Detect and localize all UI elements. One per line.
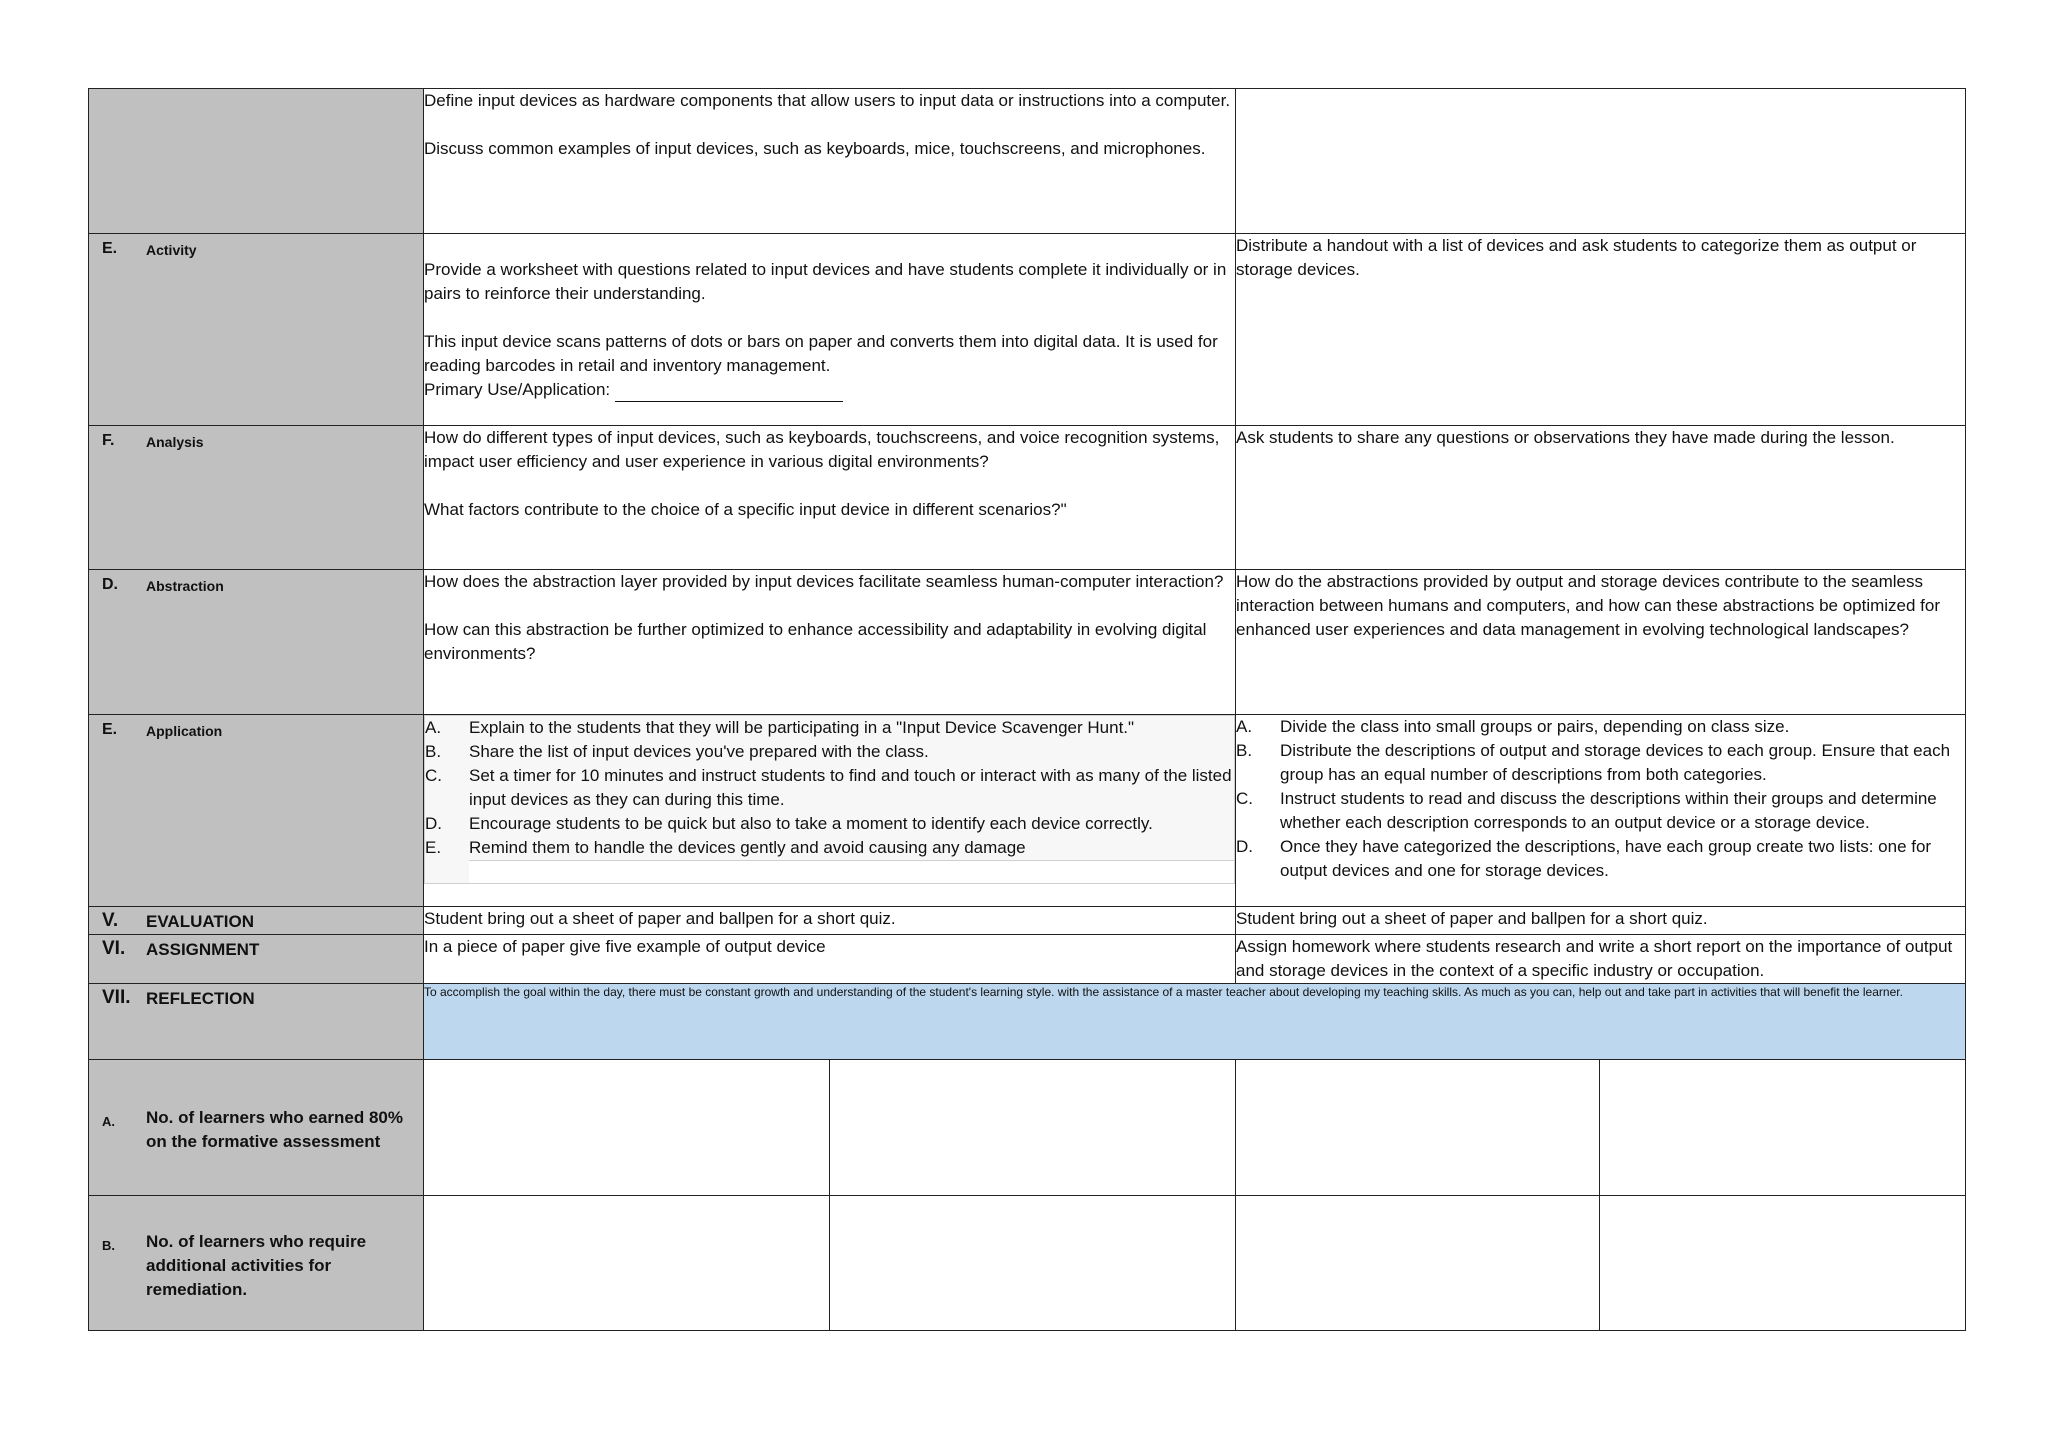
abstraction-input-cell — [424, 570, 1236, 715]
learners-remediation-cell-2[interactable] — [830, 1196, 1236, 1331]
application-input-cell — [424, 715, 1236, 907]
abstraction-row — [89, 570, 1966, 715]
list-marker: B. — [1236, 741, 1253, 760]
list-marker: A. — [1236, 717, 1253, 736]
activity-output-text: Distribute a handout with a list of devices and ask students to categorize them as output or storage devices. — [1236, 236, 1917, 279]
reflection-label: REFLECTION — [146, 989, 255, 1008]
learners-remediation-cell-4[interactable] — [1600, 1196, 1966, 1331]
application-input-blank-line — [469, 860, 1234, 883]
activity-letter: E. — [102, 240, 118, 257]
list-text: Divide the class into small groups or pairs, depending on class size. — [1280, 717, 1790, 736]
activity-output-cell — [1236, 234, 1966, 426]
activity-input-cell — [424, 234, 1236, 426]
list-marker: C. — [425, 766, 442, 785]
evaluation-input-cell — [424, 907, 1236, 935]
analysis-label-cell — [89, 426, 424, 570]
list-item — [1236, 739, 1965, 787]
reflection-label-cell — [89, 984, 424, 1060]
abstraction-label-cell — [89, 570, 424, 715]
intro-input-cell — [424, 89, 1236, 234]
learners-80-cell-2[interactable] — [830, 1060, 1236, 1196]
intro-output-cell — [1236, 89, 1966, 234]
list-item — [425, 764, 1234, 812]
learners-80-cell-3[interactable] — [1236, 1060, 1600, 1196]
analysis-input-text-1: How do different types of input devices, such as keyboards, touchscreens, and voice recognition systems, impact user efficiency and user experience in various digital environments? — [424, 428, 1220, 471]
intro-input-text-1: Define input devices as hardware components that allow users to input data or instructions into a computer. — [424, 91, 1231, 110]
learners-80-label-cell — [89, 1060, 424, 1196]
list-item — [425, 740, 1234, 764]
learners-remediation-label: No. of learners who require additional activities for remediation. — [146, 1232, 367, 1299]
list-marker: B. — [425, 742, 442, 761]
list-item — [1236, 787, 1965, 835]
list-item — [425, 716, 1234, 740]
learners-80-letter: A. — [102, 1114, 115, 1129]
assignment-input-text: In a piece of paper give five example of output device — [424, 937, 826, 956]
activity-row — [89, 234, 1966, 426]
activity-input-text-2: This input device scans patterns of dots or bars on paper and converts them into digital data. It is used for reading barcodes in retail and inventory management. — [424, 332, 1218, 375]
list-marker: D. — [1236, 837, 1253, 856]
abstraction-input-text-1: How does the abstraction layer provided by input devices facilitate seamless human-computer interaction? — [424, 572, 1224, 591]
reflection-text: To accomplish the goal within the day, there must be constant growth and understanding of the student's learning style. with the assistance of a master teacher about developing my teaching skills. As much as you can, help out and take part in activities that will benefit the learner. — [424, 985, 1903, 999]
intro-label-cell — [89, 89, 424, 234]
analysis-letter: F. — [102, 432, 115, 449]
abstraction-output-text: How do the abstractions provided by output and storage devices contribute to the seamless interaction between humans and computers, and how can these abstractions be optimized for enhanced user experiences and data management in evolving technological landscapes? — [1236, 572, 1941, 639]
abstraction-label: Abstraction — [146, 578, 224, 594]
analysis-label: Analysis — [146, 434, 204, 450]
list-marker: D. — [425, 814, 442, 833]
assignment-input-cell — [424, 935, 1236, 984]
analysis-output-text: Ask students to share any questions or observations they have made during the lesson. — [1236, 428, 1895, 447]
activity-answer-blank — [615, 385, 843, 402]
activity-primary-use-label: Primary Use/Application: — [424, 380, 611, 399]
list-text: Share the list of input devices you've prepared with the class. — [469, 742, 929, 761]
application-input-list — [425, 716, 1234, 860]
learners-remediation-cell-3[interactable] — [1236, 1196, 1600, 1331]
list-text: Encourage students to be quick but also to take a moment to identify each device correctly. — [469, 814, 1153, 833]
application-input-list-box — [424, 715, 1235, 884]
evaluation-row — [89, 907, 1966, 935]
list-item — [425, 836, 1234, 860]
list-text: Distribute the descriptions of output and storage devices to each group. Ensure that each group has an equal number of descriptions from both categories. — [1280, 741, 1951, 784]
assignment-label: ASSIGNMENT — [146, 940, 260, 959]
list-marker: C. — [1236, 789, 1253, 808]
analysis-output-cell — [1236, 426, 1966, 570]
evaluation-output-text: Student bring out a sheet of paper and ballpen for a short quiz. — [1236, 909, 1708, 928]
evaluation-label-cell — [89, 907, 424, 935]
evaluation-output-cell — [1236, 907, 1966, 935]
activity-input-text-1: Provide a worksheet with questions related to input devices and have students complete it individually or in pairs to reinforce their understanding. — [424, 260, 1227, 303]
activity-label: Activity — [146, 242, 197, 258]
learners-remediation-cell-1[interactable] — [424, 1196, 830, 1331]
assignment-output-text: Assign homework where students research and write a short report on the importance of output and storage devices in the context of a specific industry or occupation. — [1236, 937, 1953, 980]
evaluation-label: EVALUATION — [146, 912, 254, 931]
list-marker: E. — [425, 838, 442, 857]
activity-label-cell — [89, 234, 424, 426]
abstraction-input-text-2: How can this abstraction be further optimized to enhance accessibility and adaptability in evolving digital environments? — [424, 620, 1207, 663]
learners-80-cell-1[interactable] — [424, 1060, 830, 1196]
activity-primary-use-line — [424, 378, 1235, 402]
evaluation-numeral: V. — [102, 910, 119, 931]
reflection-text-cell — [424, 984, 1966, 1060]
assignment-row — [89, 935, 1966, 984]
abstraction-letter: D. — [102, 576, 118, 593]
application-label-cell — [89, 715, 424, 907]
application-letter: E. — [102, 721, 118, 738]
analysis-row — [89, 426, 1966, 570]
application-row — [89, 715, 1966, 907]
assignment-label-cell — [89, 935, 424, 984]
list-item — [1236, 835, 1965, 883]
application-output-list — [1236, 715, 1965, 883]
list-item — [425, 812, 1234, 836]
learners-remediation-label-cell — [89, 1196, 424, 1331]
reflection-numeral: VII. — [102, 987, 131, 1008]
evaluation-input-text: Student bring out a sheet of paper and ballpen for a short quiz. — [424, 909, 896, 928]
learners-remediation-row — [89, 1196, 1966, 1331]
list-text: Instruct students to read and discuss the descriptions within their groups and determine whether each description corresponds to an output device or a storage device. — [1280, 789, 1937, 832]
learners-80-label: No. of learners who earned 80% on the formative assessment — [146, 1108, 403, 1151]
intro-row — [89, 89, 1966, 234]
analysis-input-cell — [424, 426, 1236, 570]
assignment-numeral: VI. — [102, 938, 126, 959]
list-text: Once they have categorized the descriptions, have each group create two lists: one for output devices and one for storage devices. — [1280, 837, 1932, 880]
list-text: Remind them to handle the devices gently and avoid causing any damage — [469, 838, 1026, 857]
analysis-input-text-2: What factors contribute to the choice of a specific input device in different scenarios?" — [424, 500, 1067, 519]
list-marker: A. — [425, 718, 442, 737]
learners-80-cell-4[interactable] — [1600, 1060, 1966, 1196]
learners-80-row — [89, 1060, 1966, 1196]
intro-input-text-2: Discuss common examples of input devices, such as keyboards, mice, touchscreens, and microphones. — [424, 139, 1206, 158]
application-label: Application — [146, 723, 223, 739]
application-output-cell — [1236, 715, 1966, 907]
lesson-plan-table — [88, 88, 1966, 1331]
learners-remediation-letter: B. — [102, 1238, 115, 1253]
abstraction-output-cell — [1236, 570, 1966, 715]
list-text: Set a timer for 10 minutes and instruct students to find and touch or interact with as many of the listed input devices as they can during this time. — [469, 766, 1232, 809]
list-item — [1236, 715, 1965, 739]
assignment-output-cell — [1236, 935, 1966, 984]
list-text: Explain to the students that they will be participating in a "Input Device Scavenger Hunt." — [469, 718, 1135, 737]
reflection-row — [89, 984, 1966, 1060]
